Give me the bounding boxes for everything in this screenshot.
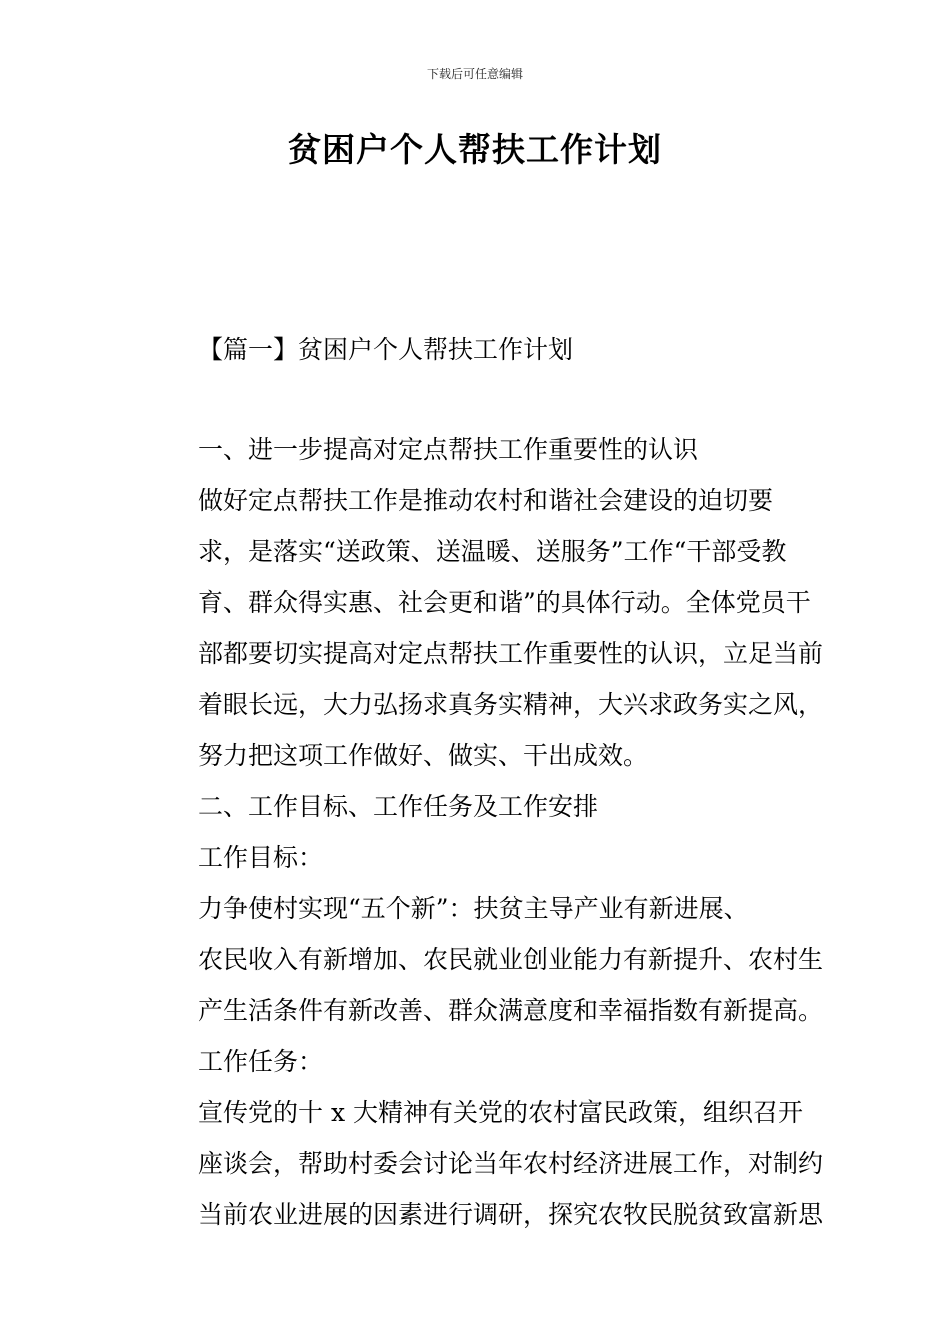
- document-body: [145, 424, 824, 1240]
- text-line: 育、群众得实惠、社会更和谐”的具体行动。全体党员干: [198, 588, 811, 617]
- section-heading: 【篇一】贫困户个人帮扶工作计划: [198, 335, 574, 364]
- paragraph-goals-label: [145, 832, 807, 883]
- text-line: 部都要切实提高对定点帮扶工作重要性的认识，立足当前: [198, 639, 824, 668]
- text-line: 努力把这项工作做好、做实、干出成效。: [198, 741, 649, 770]
- text-line: 当前农业进展的因素进行调研，探究农牧民脱贫致富新思: [198, 1200, 824, 1229]
- paragraph-heading-1: [145, 424, 807, 475]
- text-line: 座谈会，帮助村委会讨论当年农村经济进展工作，对制约: [198, 1149, 824, 1178]
- paragraph-goals: [145, 883, 824, 1036]
- text-line: 宣传党的十 x 大精神有关党的农村富民政策，组织召开: [198, 1098, 803, 1127]
- text-line: 力争使村实现“五个新”：扶贫主导产业有新进展、: [198, 894, 749, 923]
- paragraph-tasks: [145, 1087, 824, 1240]
- text-line: 做好定点帮扶工作是推动农村和谐社会建设的迫切要: [198, 486, 774, 515]
- header-note: 下载后可任意编辑: [426, 67, 523, 81]
- text-line: 工作目标：: [198, 843, 324, 872]
- text-line: 产生活条件有新改善、群众满意度和幸福指数有新提高。: [198, 996, 824, 1025]
- text-line: 一、进一步提高对定点帮扶工作重要性的认识: [198, 435, 699, 464]
- text-line: 工作任务：: [198, 1047, 324, 1076]
- text-line: 求，是落实“送政策、送温暖、送服务”工作“干部受教: [198, 537, 787, 566]
- paragraph-tasks-label: [145, 1036, 807, 1087]
- paragraph-heading-2: [145, 781, 807, 832]
- text-line: 着眼长远，大力弘扬求真务实精神，大兴求政务实之风，: [198, 690, 824, 719]
- text-line: 农民收入有新增加、农民就业创业能力有新提升、农村生: [198, 945, 824, 974]
- document-title: 贫困户个人帮扶工作计划: [288, 130, 662, 169]
- paragraph-importance: [145, 475, 824, 781]
- text-line: 二、工作目标、工作任务及工作安排: [198, 792, 599, 821]
